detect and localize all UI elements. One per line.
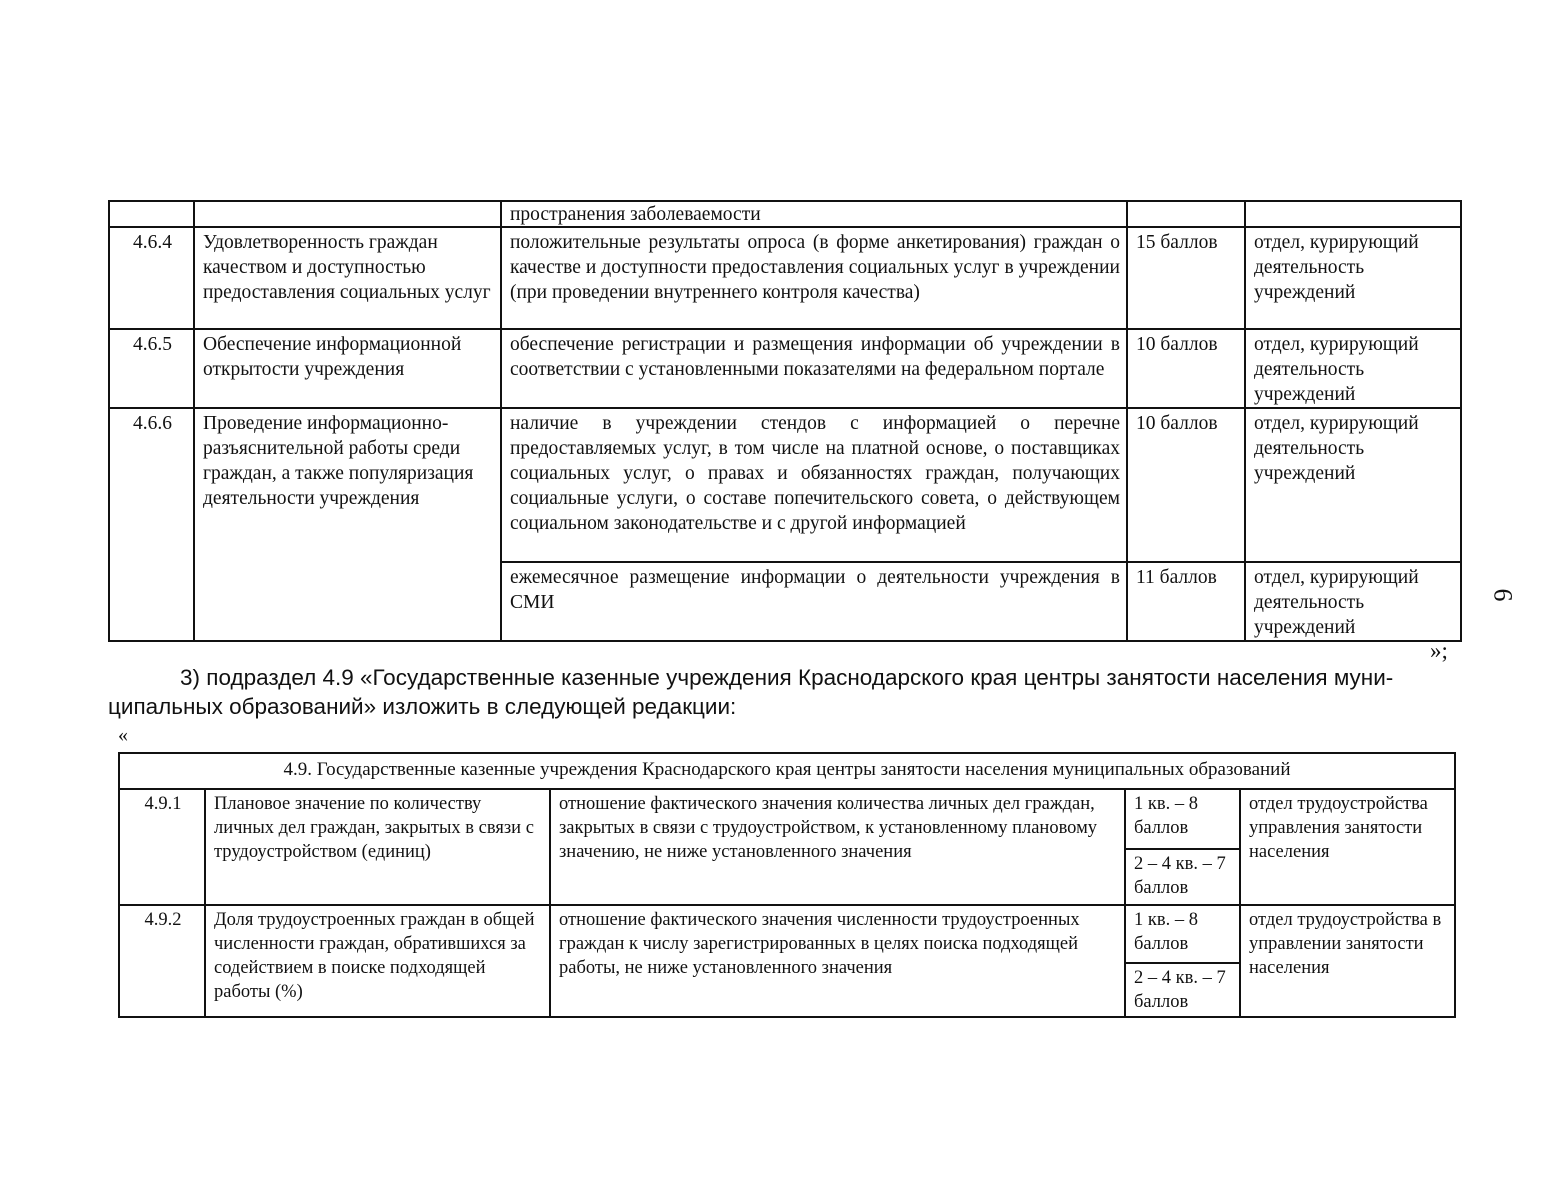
cell-number: 4.9.1 xyxy=(119,789,205,905)
cell-criteria: отношение фактического значения количества личных дел граждан, закрытых в связи с трудоустройством, к установленному плановому значению, не ниже установленного значения xyxy=(550,789,1125,905)
cell-number: 4.6.4 xyxy=(109,227,194,329)
cell-criteria: ежемесячное размещение информации о деятельности учреждения в СМИ xyxy=(501,562,1127,641)
cell-points-q2-4: 2 – 4 кв. – 7 баллов xyxy=(1125,849,1240,905)
cell-points: 11 баллов xyxy=(1127,562,1245,641)
cell-points: 10 баллов xyxy=(1127,408,1245,562)
amendment-paragraph-line-2: ципальных образований» изложить в следующей редакции: xyxy=(108,694,737,719)
criteria-table-4-9 xyxy=(118,752,1456,1018)
opening-quote: « xyxy=(118,724,128,746)
cell-criteria: наличие в учреждении стендов с информацией о перечне предоставляемых услуг, в том числе на платной основе, о поставщиках социальных услуг, о правах и обязанностях граждан, получающих социальные услуги, о составе попечительского совета, о действующем социальном законодательстве и с другой информацией xyxy=(501,408,1127,562)
page-number: 6 xyxy=(1488,588,1518,602)
cell-responsible: отдел, курирующий деятельность учреждений xyxy=(1245,227,1461,329)
table-row xyxy=(119,905,1455,963)
cell-indicator: Доля трудоустроенных граждан в общей численности граждан, обратившихся за содействием в поиске подходящей работы (%) xyxy=(205,905,550,1017)
cell-criteria: отношение фактического значения численности трудоустроенных граждан к числу зарегистрированных в целях поиска подходящей работы, не ниже установленного значения xyxy=(550,905,1125,1017)
cell-points xyxy=(1127,201,1245,227)
cell-indicator: Проведение информационно-разъяснительной работы среди граждан, а также популяризация деятельности учреждения xyxy=(194,408,501,641)
cell-responsible: отдел, курирующий деятельность учреждений xyxy=(1245,329,1461,408)
table-section-header xyxy=(119,753,1455,789)
cell-criteria: обеспечение регистрации и размещения информации об учреждении в соответствии с установленными показателями на федеральном портале xyxy=(501,329,1127,408)
cell-indicator: Плановое значение по количеству личных дел граждан, закрытых в связи с трудоустройством (единиц) xyxy=(205,789,550,905)
closing-quote: »; xyxy=(1430,638,1448,663)
cell-points-q2-4: 2 – 4 кв. – 7 баллов xyxy=(1125,963,1240,1017)
cell-points: 15 баллов xyxy=(1127,227,1245,329)
cell-indicator: Обеспечение информационной открытости учреждения xyxy=(194,329,501,408)
cell-responsible: отдел, курирующий деятельность учреждений xyxy=(1245,408,1461,562)
cell-responsible: отдел трудоустройства управления занятости населения xyxy=(1240,789,1455,905)
criteria-table-4-6 xyxy=(108,200,1462,642)
table-row xyxy=(109,227,1461,329)
cell-number xyxy=(109,201,194,227)
cell-indicator: Удовлетворенность граждан качеством и доступностью предоставления социальных услуг xyxy=(194,227,501,329)
cell-number: 4.6.5 xyxy=(109,329,194,408)
cell-points-q1: 1 кв. – 8 баллов xyxy=(1125,789,1240,849)
table-row xyxy=(109,329,1461,408)
cell-number: 4.6.6 xyxy=(109,408,194,641)
cell-number: 4.9.2 xyxy=(119,905,205,1017)
cell-responsible: отдел, курирующий деятельность учреждений xyxy=(1245,562,1461,641)
table-row xyxy=(119,789,1455,849)
cell-points: 10 баллов xyxy=(1127,329,1245,408)
section-header-cell: 4.9. Государственные казенные учреждения Краснодарского края центры занятости населения муниципальных образований xyxy=(119,753,1455,789)
cell-criteria: положительные результаты опроса (в форме анкетирования) граждан о качестве и доступности предоставления социальных услуг в учреждении (при проведении внутреннего контроля качества) xyxy=(501,227,1127,329)
cell-responsible: отдел трудоустройства в управлении занятости населения xyxy=(1240,905,1455,1017)
cell-indicator xyxy=(194,201,501,227)
cell-criteria: пространения заболеваемости xyxy=(501,201,1127,227)
cell-responsible xyxy=(1245,201,1461,227)
table-row xyxy=(109,201,1461,227)
cell-points-q1: 1 кв. – 8 баллов xyxy=(1125,905,1240,963)
amendment-paragraph-line-1: 3) подраздел 4.9 «Государственные казенные учреждения Краснодарского края центры занятости населения муни- xyxy=(180,665,1394,690)
table-row xyxy=(109,408,1461,562)
